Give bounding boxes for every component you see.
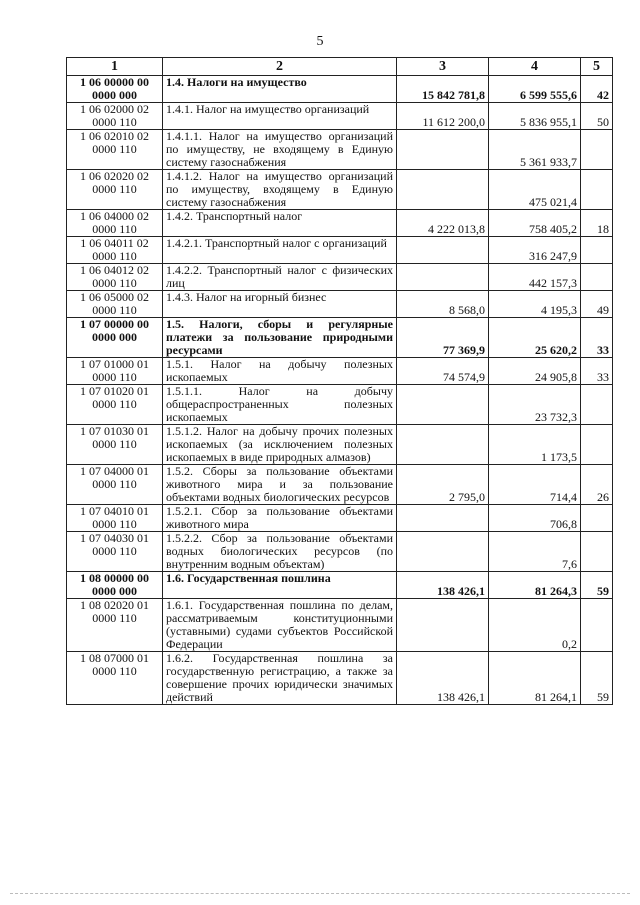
value-col-3-cell: 15 842 781,8 [397,76,489,103]
table-row [67,652,613,705]
value-col-3-cell [397,505,489,532]
value-col-3-cell: 8 568,0 [397,291,489,318]
page-number: 5 [316,34,324,49]
budget-code-cell: 1 06 00000 00 0000 000 [67,76,163,103]
percent-cell: 50 [581,103,613,130]
percent-cell: 33 [581,318,613,358]
percent-cell [581,599,613,652]
budget-code-cell: 1 08 02020 01 0000 110 [67,599,163,652]
table-row [67,170,613,210]
percent-cell [581,385,613,425]
value-col-4-cell: 5 361 933,7 [489,130,581,170]
item-name-cell: 1.4.2.2. Транспортный налог с физических лиц [163,264,397,291]
header-col-4: 4 [489,58,581,76]
item-name-cell: 1.5.2.1. Сбор за пользование объектами животного мира [163,505,397,532]
header-col-5: 5 [581,58,613,76]
item-name-cell: 1.5.1. Налог на добычу полезных ископаемых [163,358,397,385]
value-col-3-cell: 2 795,0 [397,465,489,505]
value-col-4-cell: 81 264,3 [489,572,581,599]
value-col-3-cell: 74 574,9 [397,358,489,385]
item-name-cell: 1.5.1.1. Налог на добычу общераспространенных полезных ископаемых [163,385,397,425]
table-row [67,465,613,505]
budget-code-cell: 1 08 00000 00 0000 000 [67,572,163,599]
value-col-3-cell [397,599,489,652]
budget-code-cell: 1 06 04012 02 0000 110 [67,264,163,291]
budget-code-cell: 1 07 04000 01 0000 110 [67,465,163,505]
value-col-3-cell: 4 222 013,8 [397,210,489,237]
value-col-4-cell: 1 173,5 [489,425,581,465]
budget-code-cell: 1 08 07000 01 0000 110 [67,652,163,705]
value-col-4-cell: 81 264,1 [489,652,581,705]
value-col-3-cell [397,385,489,425]
item-name-cell: 1.6. Государственная пошлина [163,572,397,599]
item-name-cell: 1.4.1.1. Налог на имущество организаций по имуществу, не входящему в Единую систему газоснабжения [163,130,397,170]
table-row [67,76,613,103]
header-col-3: 3 [397,58,489,76]
value-col-4-cell: 5 836 955,1 [489,103,581,130]
table-header-row [67,58,613,76]
table-row [67,599,613,652]
percent-cell: 49 [581,291,613,318]
value-col-3-cell: 77 369,9 [397,318,489,358]
value-col-4-cell: 758 405,2 [489,210,581,237]
value-col-3-cell [397,237,489,264]
value-col-4-cell: 475 021,4 [489,170,581,210]
value-col-4-cell: 316 247,9 [489,237,581,264]
percent-cell [581,237,613,264]
value-col-3-cell [397,264,489,291]
table-row [67,572,613,599]
percent-cell [581,505,613,532]
item-name-cell: 1.4.2. Транспортный налог [163,210,397,237]
budget-code-cell: 1 07 04010 01 0000 110 [67,505,163,532]
percent-cell [581,170,613,210]
budget-code-cell: 1 07 01020 01 0000 110 [67,385,163,425]
table-row [67,130,613,170]
table-row [67,210,613,237]
budget-code-cell: 1 07 04030 01 0000 110 [67,532,163,572]
value-col-4-cell: 25 620,2 [489,318,581,358]
item-name-cell: 1.4.3. Налог на игорный бизнес [163,291,397,318]
percent-cell: 33 [581,358,613,385]
item-name-cell: 1.4.1.2. Налог на имущество организаций по имуществу, входящему в Единую систему газоснабжения [163,170,397,210]
percent-cell: 59 [581,652,613,705]
budget-code-cell: 1 07 01000 01 0000 110 [67,358,163,385]
value-col-3-cell [397,130,489,170]
scan-artifact-line [10,893,630,895]
item-name-cell: 1.5.1.2. Налог на добычу прочих полезных ископаемых (за исключением полезных ископаемых в виде природных алмазов) [163,425,397,465]
table-row [67,103,613,130]
percent-cell [581,130,613,170]
item-name-cell: 1.5. Налоги, сборы и регулярные платежи за пользование природными ресурсами [163,318,397,358]
table-row [67,425,613,465]
value-col-4-cell: 23 732,3 [489,385,581,425]
budget-code-cell: 1 07 01030 01 0000 110 [67,425,163,465]
percent-cell [581,264,613,291]
table-row [67,318,613,358]
percent-cell [581,425,613,465]
value-col-4-cell: 0,2 [489,599,581,652]
percent-cell: 26 [581,465,613,505]
item-name-cell: 1.5.2.2. Сбор за пользование объектами водных биологических ресурсов (по внутренним водным объектам) [163,532,397,572]
value-col-4-cell: 7,6 [489,532,581,572]
table-row [67,237,613,264]
header-col-2: 2 [163,58,397,76]
value-col-4-cell: 442 157,3 [489,264,581,291]
percent-cell: 59 [581,572,613,599]
table-row [67,358,613,385]
header-col-1: 1 [67,58,163,76]
budget-code-cell: 1 06 02020 02 0000 110 [67,170,163,210]
percent-cell: 18 [581,210,613,237]
value-col-4-cell: 24 905,8 [489,358,581,385]
value-col-3-cell: 138 426,1 [397,652,489,705]
table-row [67,532,613,572]
item-name-cell: 1.6.2. Государственная пошлина за государственную регистрацию, а также за совершение прочих юридически значимых действий [163,652,397,705]
budget-code-cell: 1 06 04011 02 0000 110 [67,237,163,264]
budget-code-cell: 1 07 00000 00 0000 000 [67,318,163,358]
item-name-cell: 1.6.1. Государственная пошлина по делам, рассматриваемым конституционными (уставными) судами субъектов Российской Федерации [163,599,397,652]
percent-cell: 42 [581,76,613,103]
table-row [67,291,613,318]
percent-cell [581,532,613,572]
budget-code-cell: 1 06 02010 02 0000 110 [67,130,163,170]
value-col-3-cell: 138 426,1 [397,572,489,599]
value-col-3-cell [397,425,489,465]
item-name-cell: 1.5.2. Сборы за пользование объектами животного мира и за пользование объектами водных биологических ресурсов [163,465,397,505]
budget-code-cell: 1 06 04000 02 0000 110 [67,210,163,237]
value-col-3-cell [397,532,489,572]
item-name-cell: 1.4. Налоги на имущество [163,76,397,103]
budget-code-cell: 1 06 02000 02 0000 110 [67,103,163,130]
table-row [67,385,613,425]
value-col-4-cell: 706,8 [489,505,581,532]
value-col-4-cell: 714,4 [489,465,581,505]
item-name-cell: 1.4.1. Налог на имущество организаций [163,103,397,130]
budget-revenue-table [66,57,613,705]
table-body [67,76,613,705]
table-row [67,264,613,291]
value-col-3-cell [397,170,489,210]
item-name-cell: 1.4.2.1. Транспортный налог с организаций [163,237,397,264]
value-col-4-cell: 4 195,3 [489,291,581,318]
value-col-3-cell: 11 612 200,0 [397,103,489,130]
value-col-4-cell: 6 599 555,6 [489,76,581,103]
budget-code-cell: 1 06 05000 02 0000 110 [67,291,163,318]
table-row [67,505,613,532]
